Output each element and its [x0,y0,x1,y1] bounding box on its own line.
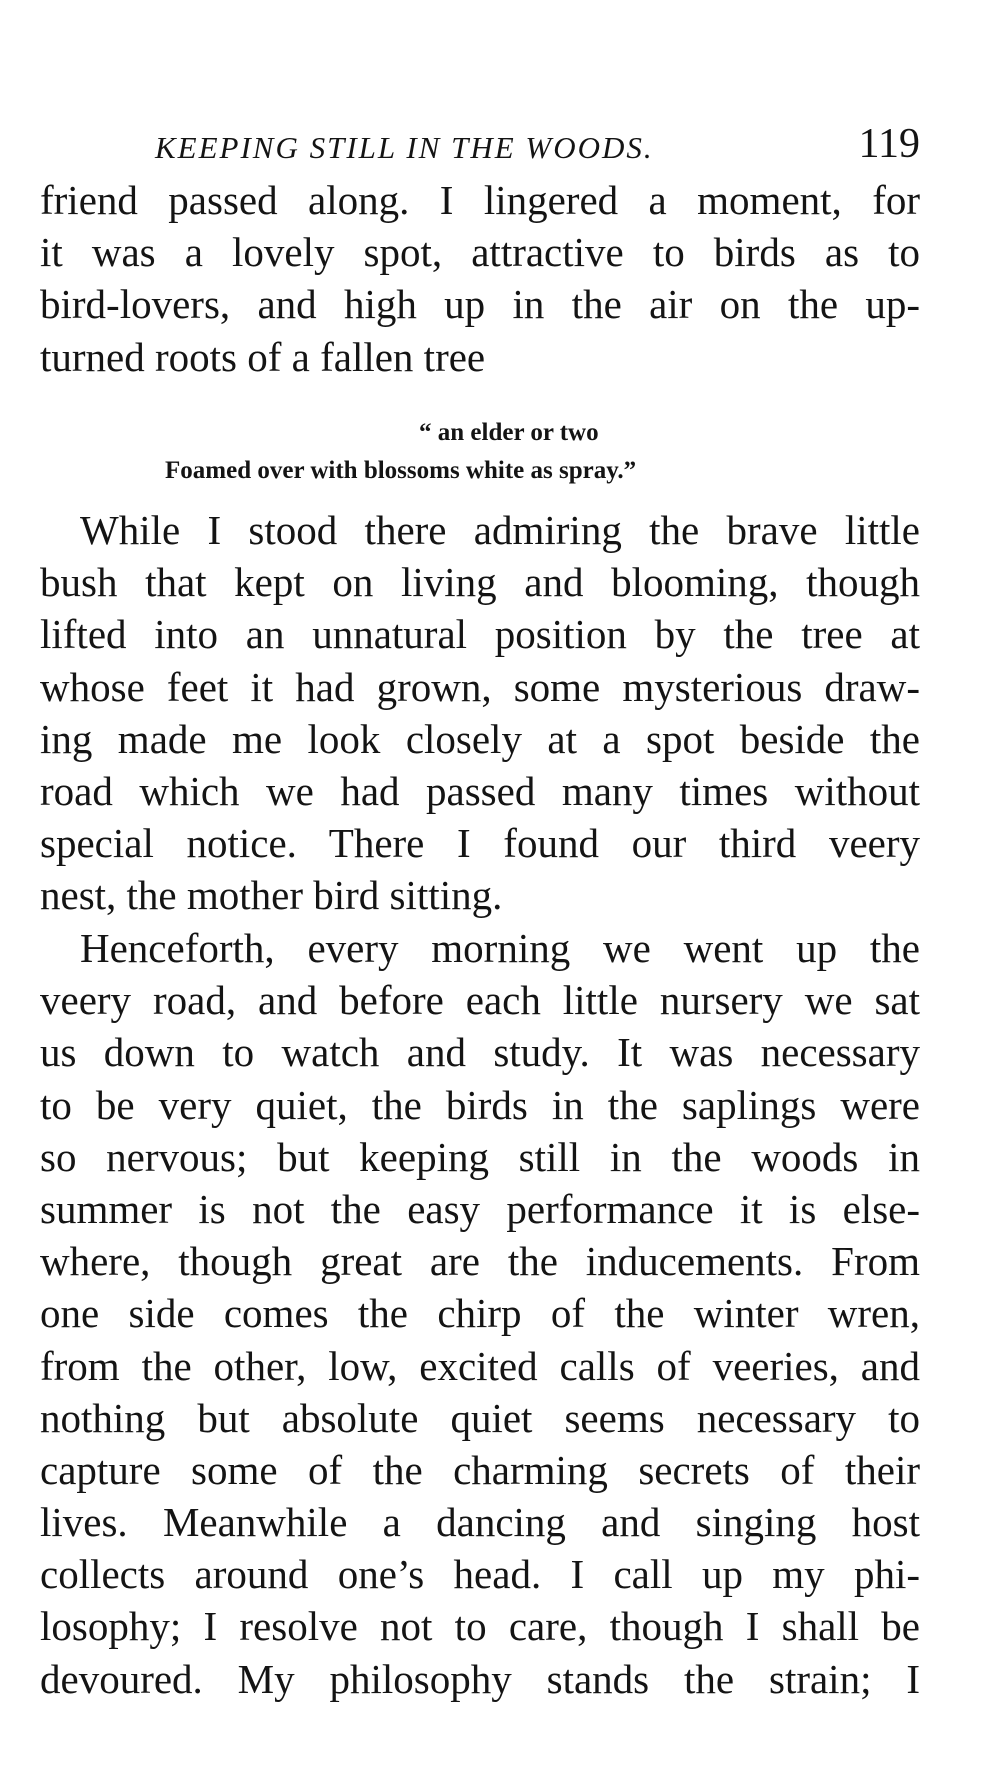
text-line: losophy; I resolve not to care, though I shall be [40,1603,920,1650]
text-line: road which we had passed many times without [40,767,920,814]
text-line: bush that kept on living and blooming, though [40,559,920,606]
text-line: While I stood there admiring the brave little [80,507,920,553]
text-line: whose feet it had grown, some mysterious draw- [40,663,920,710]
text-line: bird-lovers, and high up in the air on the up- [40,281,920,328]
paragraph-2 [40,504,920,922]
text-line: summer is not the easy performance it is else- [40,1185,920,1232]
running-head [40,120,920,180]
text-line: capture some of the charming secrets of their [40,1446,920,1493]
text-line: veery road, and before each little nursery we sat [40,977,920,1024]
text-line: turned roots of a fallen tree [40,333,486,380]
text-line: special notice. There I found our third veery [40,820,920,867]
text-line: devoured. My philosophy stands the strain; I [40,1655,920,1702]
text-line: it was a lovely spot, attractive to birds as to [40,229,920,276]
text-line: so nervous; but keeping still in the woods in [40,1133,920,1180]
quote-line: “ an elder or two [419,419,599,446]
running-title: KEEPING STILL IN THE WOODS. [155,130,654,165]
text-line: to be very quiet, the birds in the saplings were [40,1081,920,1128]
text-line: lifted into an unnatural position by the tree at [40,611,920,658]
paragraph-1 [40,174,920,383]
text-line: nest, the mother bird sitting. [40,872,503,919]
text-line: Henceforth, every morning we went up the [80,925,920,971]
text-line: nothing but absolute quiet seems necessary to [40,1394,920,1441]
text-line: friend passed along. I lingered a moment, for [40,177,920,223]
text-line: collects around one’s head. I call up my phi- [40,1551,920,1598]
quote-line: Foamed over with blossoms white as spray.” [165,457,637,484]
verse-quotation [40,414,920,490]
text-line: where, though great are the inducements. From [40,1238,920,1285]
text-line: from the other, low, excited calls of veeries, and [40,1342,920,1389]
text-line: lives. Meanwhile a dancing and singing host [40,1499,920,1546]
paragraph-3 [40,922,920,1705]
page-number: 119 [858,121,920,167]
text-line: one side comes the chirp of the winter wren, [40,1290,920,1337]
text-line: ing made me look closely at a spot beside the [40,715,920,762]
text-line: us down to watch and study. It was necessary [40,1029,920,1076]
